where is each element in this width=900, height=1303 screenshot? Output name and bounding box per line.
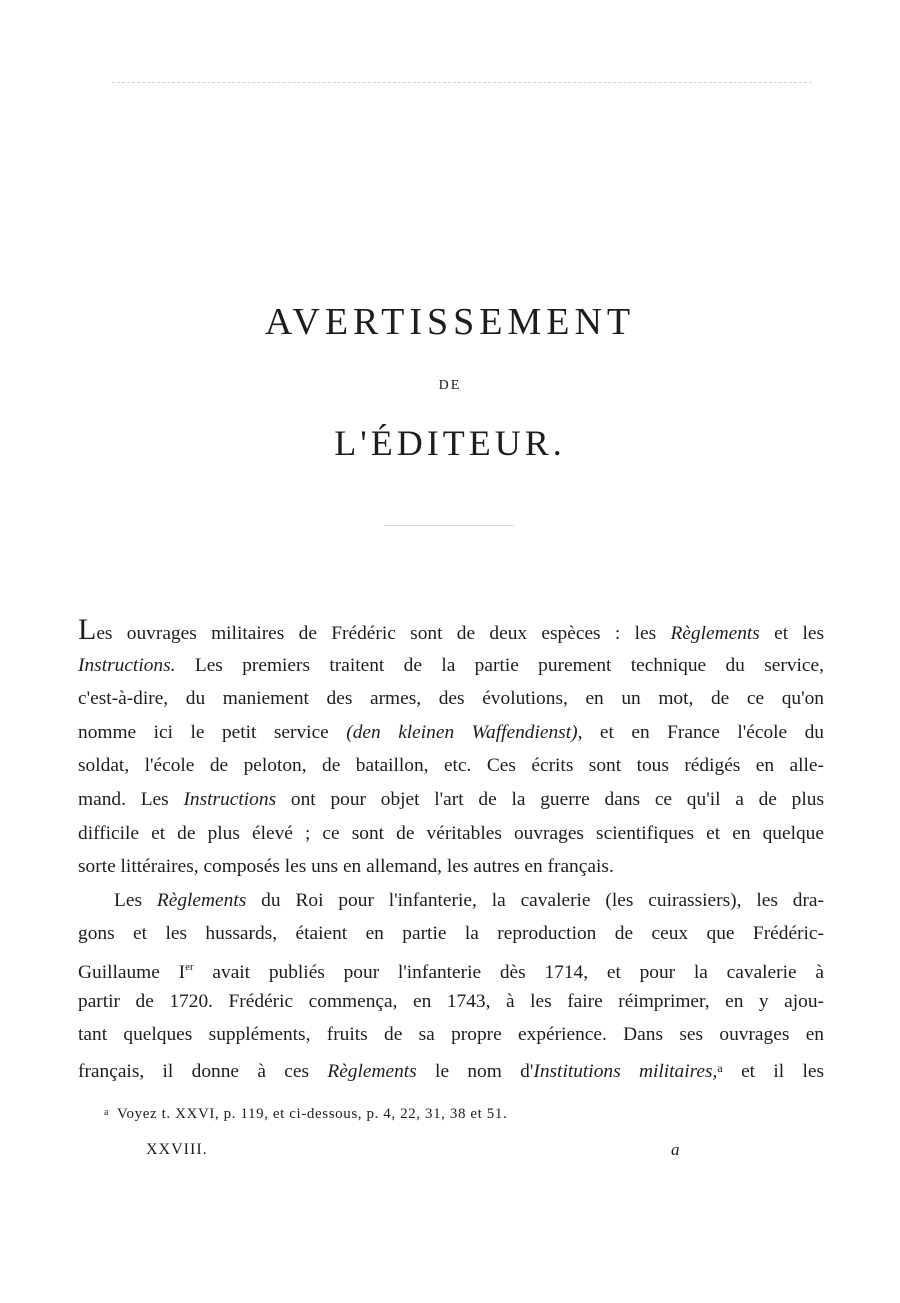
text-line	[78, 951, 824, 985]
body-text	[78, 615, 824, 1085]
text-line	[78, 615, 824, 649]
text-span: et les	[759, 623, 824, 644]
text-span: et en France l'école du	[582, 721, 824, 743]
drop-cap: L	[78, 613, 97, 646]
text-span: Les	[114, 889, 157, 911]
text-line: soldat, l'école de peloton, de bataillon, etc. Ces écrits sont tous rédigés en alle-	[78, 755, 824, 777]
text-line	[78, 1052, 824, 1086]
text-span: nomme ici le petit service	[78, 721, 347, 743]
text-span: ont pour objet l'art de la guerre dans ce qu'il a de plus	[276, 788, 825, 810]
text-span: Les premiers traitent de la partie purement technique du service,	[175, 654, 824, 676]
text-line	[78, 716, 824, 750]
text-line: c'est-à-dire, du maniement des armes, des évolutions, en un mot, de ce qu'on	[78, 688, 824, 710]
footnote-reference[interactable]: a	[717, 1060, 723, 1075]
volume-number: XXVIII.	[146, 1141, 208, 1158]
italic-term: Règlements	[670, 623, 760, 644]
italic-term: Règlements	[327, 1060, 417, 1082]
text-line: sorte littéraires, composés les uns en allemand, les autres en français.	[78, 856, 614, 878]
title-connector: DE	[438, 378, 462, 393]
text-line: difficile et de plus élevé ; ce sont de véritables ouvrages scientifiques et en quelque	[78, 822, 824, 844]
signature-mark: a	[671, 1140, 680, 1159]
footnote-text: Voyez t. XXVI, p. 119, et ci-dessous, p. 4, 22, 31, 38 et 51.	[117, 1106, 508, 1122]
text-span: mand. Les	[78, 788, 184, 810]
section-rule	[384, 525, 514, 526]
superscript: er	[185, 960, 194, 973]
italic-term: (den kleinen Waffendienst),	[346, 721, 583, 743]
text-line: tant quelques suppléments, fruits de sa propre expérience. Dans ses ouvrages en	[78, 1024, 824, 1046]
page-title: AVERTISSEMENT	[264, 301, 636, 343]
italic-term: Instructions	[183, 788, 277, 810]
text-line	[78, 884, 824, 918]
text-line	[78, 783, 824, 817]
italic-term: Règlements	[156, 889, 247, 911]
text-span: français, il donne à ces	[78, 1060, 328, 1082]
text-span: du Roi pour l'infanterie, la cavalerie (les cuirassiers), les dra-	[246, 889, 824, 911]
footnote-mark: a	[104, 1107, 110, 1118]
text-line	[78, 649, 824, 683]
italic-term: Institutions militaires,	[533, 1060, 718, 1082]
text-line: gons et les hussards, étaient en partie la reproduction de ceux que Frédéric-	[78, 923, 824, 945]
text-span: et il les	[722, 1060, 825, 1082]
text-span: avait publiés pour l'infanterie dès 1714, et pour la cavalerie à	[193, 961, 824, 983]
top-rule	[112, 82, 812, 83]
text-span: Guillaume I	[78, 961, 186, 983]
italic-term: Instructions.	[78, 654, 176, 676]
text-span: es ouvrages militaires de Frédéric sont de deux espèces : les	[96, 623, 671, 644]
text-line: partir de 1720. Frédéric commença, en 1743, à les faire réimprimer, en y ajou-	[78, 990, 824, 1012]
text-span: le nom d'	[416, 1060, 534, 1082]
footnote	[104, 1106, 507, 1123]
page-subtitle: L'ÉDITEUR.	[334, 423, 566, 463]
